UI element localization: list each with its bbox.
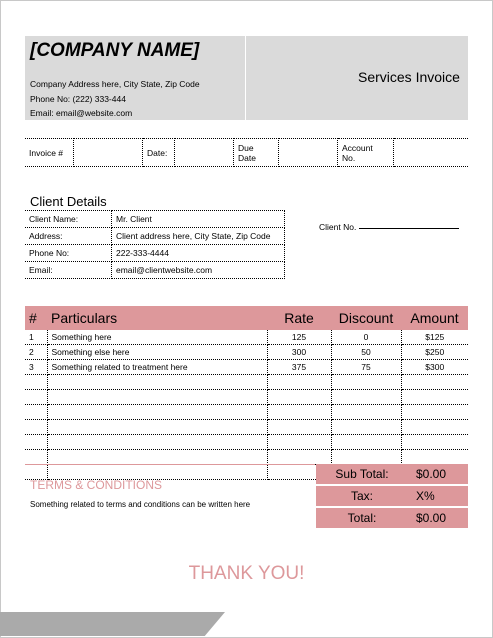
tax-value[interactable]: X%: [416, 489, 435, 503]
client-row: [25, 228, 285, 245]
company-phone: Phone No: (222) 333-444: [30, 94, 126, 104]
due-date-label-line2: Date: [238, 152, 256, 163]
company-name: [COMPANY NAME]: [30, 40, 200, 61]
terms-title: TERMS & CONDITIONS: [30, 478, 163, 492]
invoice-number-field[interactable]: [74, 139, 143, 167]
row-particulars[interactable]: Something else here: [47, 345, 267, 360]
subtotal-label: Sub Total:: [335, 467, 389, 481]
empty-cell[interactable]: [401, 390, 468, 405]
empty-cell[interactable]: [47, 405, 267, 420]
due-date-field[interactable]: [279, 139, 338, 167]
date-label: Date:: [143, 139, 175, 167]
client-row: [25, 245, 285, 262]
empty-row: [25, 390, 468, 405]
empty-cell[interactable]: [267, 390, 331, 405]
account-no-label: [338, 139, 394, 167]
tax-label: Tax:: [350, 489, 373, 503]
footer-bar: [0, 612, 225, 636]
row-num: 3: [25, 360, 47, 375]
row-num: 2: [25, 345, 47, 360]
client-address-label: Address:: [25, 228, 112, 245]
header-amount: Amount: [401, 306, 468, 330]
empty-cell[interactable]: [47, 375, 267, 390]
row-rate[interactable]: 125: [267, 330, 331, 345]
empty-cell[interactable]: [331, 420, 401, 435]
row-num: 1: [25, 330, 47, 345]
empty-cell[interactable]: [47, 390, 267, 405]
company-email: Email: email@website.com: [30, 108, 133, 118]
row-discount[interactable]: 50: [331, 345, 401, 360]
account-no-label-line2: No.: [342, 152, 356, 163]
items-table: [25, 306, 468, 480]
client-details-table: [25, 210, 285, 279]
empty-cell[interactable]: [47, 450, 267, 465]
empty-row: [25, 420, 468, 435]
due-date-label: [234, 139, 279, 167]
terms-divider: [25, 464, 315, 465]
due-date-label-line1: Due: [238, 142, 254, 153]
thank-you-text: THANK YOU!: [188, 563, 305, 584]
empty-cell[interactable]: [331, 405, 401, 420]
terms-text: Something related to terms and conditions can be written here: [30, 500, 251, 509]
subtotal-row: [316, 464, 468, 484]
invoice-title: Services Invoice: [358, 69, 460, 85]
client-phone-label: Phone No:: [25, 245, 112, 262]
totals-box: [316, 464, 468, 530]
table-row: [25, 360, 468, 375]
header-discount: Discount: [331, 306, 401, 330]
client-email-value[interactable]: email@clientwebsite.com: [112, 262, 285, 279]
empty-cell[interactable]: [331, 450, 401, 465]
total-value: $0.00: [416, 511, 447, 525]
client-no: [319, 222, 459, 232]
table-row: [25, 330, 468, 345]
company-address: Company Address here, City State, Zip Code: [30, 79, 200, 89]
empty-cell[interactable]: [401, 420, 468, 435]
header-particulars: Particulars: [47, 306, 267, 330]
client-details-title: Client Details: [30, 194, 107, 209]
empty-cell[interactable]: [25, 375, 47, 390]
row-discount[interactable]: 0: [331, 330, 401, 345]
total-label: Total:: [347, 511, 377, 525]
empty-cell[interactable]: [47, 420, 267, 435]
total-row: [316, 508, 468, 528]
empty-cell[interactable]: [401, 405, 468, 420]
row-rate[interactable]: 300: [267, 345, 331, 360]
client-row: [25, 211, 285, 228]
table-row: [25, 345, 468, 360]
tax-row: [316, 486, 468, 506]
invoice-info-table: [25, 138, 468, 167]
empty-cell[interactable]: [267, 450, 331, 465]
empty-cell[interactable]: [331, 375, 401, 390]
empty-cell[interactable]: [25, 450, 47, 465]
empty-cell[interactable]: [401, 435, 468, 450]
invoice-number-label: Invoice #: [25, 139, 74, 167]
empty-cell[interactable]: [25, 420, 47, 435]
row-amount: $125: [401, 330, 468, 345]
empty-row: [25, 450, 468, 465]
empty-cell[interactable]: [267, 420, 331, 435]
empty-cell[interactable]: [331, 435, 401, 450]
empty-cell[interactable]: [267, 435, 331, 450]
row-rate[interactable]: 375: [267, 360, 331, 375]
client-phone-value[interactable]: 222-333-4444: [112, 245, 285, 262]
header-divider: [245, 36, 246, 120]
empty-cell[interactable]: [401, 450, 468, 465]
subtotal-value: $0.00: [416, 467, 447, 481]
empty-cell[interactable]: [331, 390, 401, 405]
empty-cell[interactable]: [267, 375, 331, 390]
client-no-field[interactable]: [359, 228, 459, 229]
client-name-label: Client Name:: [25, 211, 112, 228]
client-no-label: Client No.: [319, 222, 357, 232]
header-rate: Rate: [267, 306, 331, 330]
empty-cell[interactable]: [25, 390, 47, 405]
client-name-value[interactable]: Mr. Client: [112, 211, 285, 228]
empty-cell[interactable]: [25, 435, 47, 450]
row-particulars[interactable]: Something here: [47, 330, 267, 345]
empty-cell[interactable]: [25, 405, 47, 420]
row-amount: $250: [401, 345, 468, 360]
row-discount[interactable]: 75: [331, 360, 401, 375]
items-header-row: [25, 306, 468, 330]
empty-cell[interactable]: [401, 375, 468, 390]
account-no-label-line1: Account: [342, 142, 373, 153]
client-address-value[interactable]: Client address here, City State, Zip Code: [112, 228, 285, 245]
client-row: [25, 262, 285, 279]
date-field[interactable]: [175, 139, 234, 167]
account-no-field[interactable]: [394, 139, 469, 167]
empty-row: [25, 435, 468, 450]
row-amount: $300: [401, 360, 468, 375]
empty-row: [25, 375, 468, 390]
client-email-label: Email:: [25, 262, 112, 279]
row-particulars[interactable]: Something related to treatment here: [47, 360, 267, 375]
empty-row: [25, 405, 468, 420]
empty-cell[interactable]: [47, 435, 267, 450]
header-num: #: [25, 306, 47, 330]
empty-cell[interactable]: [267, 405, 331, 420]
